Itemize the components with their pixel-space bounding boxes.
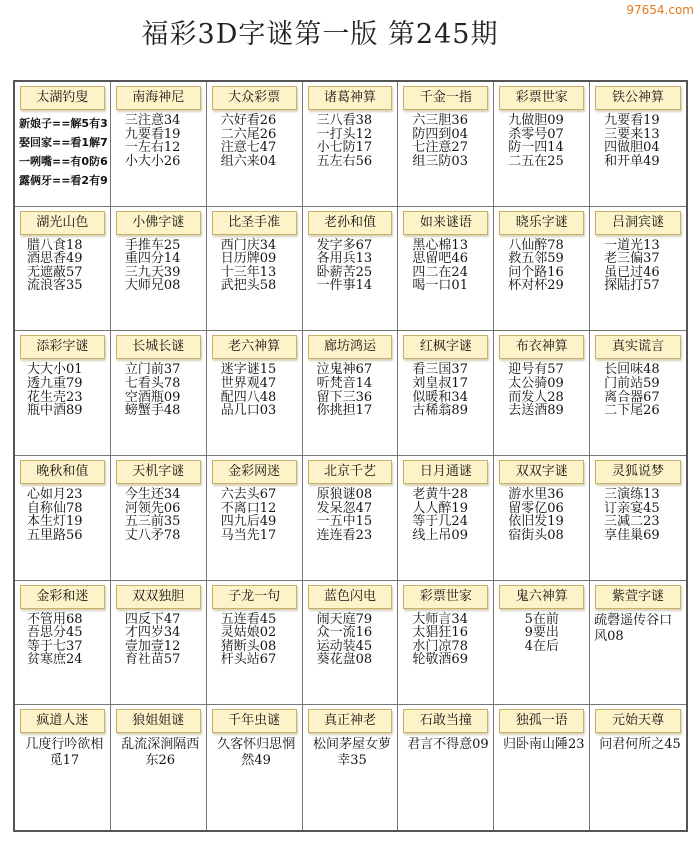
riddle-line: 三减二23 — [604, 514, 660, 530]
riddle-lines — [305, 613, 396, 703]
riddle-lines — [400, 613, 491, 703]
riddle-cell-title: 紫萱字谜 — [595, 585, 681, 609]
riddle-line: 喝一口01 — [412, 278, 468, 294]
riddle-cell-title: 独孤一语 — [499, 709, 584, 733]
riddle-lines — [496, 114, 587, 204]
riddle-line: 品几口03 — [220, 403, 277, 419]
riddle-cell-title: 诸葛神算 — [308, 86, 393, 110]
riddle-line: 轮敬酒69 — [412, 652, 468, 668]
riddle-line: 一打头12 — [316, 126, 373, 142]
riddle-line: 和开单49 — [604, 153, 660, 169]
riddle-lines — [113, 613, 204, 703]
riddle-line: 今生还34 — [124, 486, 181, 502]
riddle-line: 君言不得意09 — [407, 737, 489, 753]
riddle-line: 手推车25 — [124, 237, 181, 253]
riddle-cell-title: 金彩网迷 — [212, 460, 297, 484]
site-watermark: 97654.com — [626, 3, 694, 17]
riddle-lines — [17, 737, 108, 828]
riddle-line: 小大小26 — [124, 153, 181, 169]
riddle-cell — [303, 331, 399, 456]
riddle-line: 闹天庭79 — [316, 611, 373, 627]
riddle-line: 五里路56 — [27, 527, 83, 543]
page-title: 福彩3D字谜第一版 第245期 — [141, 19, 499, 50]
riddle-cell-title: 太湖钓叟 — [20, 86, 105, 110]
riddle-cell-title: 比圣手准 — [212, 211, 297, 235]
riddle-line: 空酒瓶09 — [124, 389, 181, 405]
riddle-line: 离合器67 — [604, 389, 660, 405]
riddle-line: 丈八矛78 — [124, 527, 181, 543]
riddle-cell-title: 彩票世家 — [403, 585, 488, 609]
riddle-cell — [303, 581, 399, 706]
riddle-cell — [494, 331, 590, 456]
riddle-lines — [592, 114, 684, 204]
riddle-cell — [15, 581, 111, 706]
riddle-line: 卧薪苦25 — [316, 264, 373, 280]
riddle-line: 看三国37 — [412, 362, 468, 378]
riddle-lines — [592, 737, 684, 828]
riddle-line: 配四八48 — [220, 389, 277, 405]
riddle-line: 一五中15 — [316, 514, 373, 530]
riddle-line: 虽已过46 — [604, 264, 660, 280]
riddle-cell — [398, 581, 494, 706]
riddle-line: 三八看38 — [316, 113, 373, 128]
riddle-line: 葵花盘08 — [316, 652, 373, 668]
riddle-cell-title: 疯道人迷 — [20, 709, 105, 733]
riddle-lines — [305, 239, 396, 329]
riddle-line: 4在后 — [524, 638, 559, 654]
riddle-line: 听梵音14 — [316, 375, 373, 391]
riddle-line: 水门凉78 — [412, 638, 468, 654]
riddle-line: 五连看45 — [220, 611, 277, 627]
riddle-cell — [207, 705, 303, 830]
riddle-lines — [400, 114, 491, 204]
riddle-line: 众一流16 — [316, 625, 373, 641]
riddle-cell — [111, 331, 207, 456]
riddle-cell-title: 添彩字谜 — [20, 335, 105, 359]
riddle-line: 组六来04 — [220, 153, 277, 169]
riddle-line: 线上吊09 — [412, 527, 468, 543]
riddle-cell — [494, 456, 590, 581]
riddle-line: 一道光13 — [604, 237, 660, 253]
riddle-cell — [111, 581, 207, 706]
riddle-lines — [400, 239, 491, 329]
riddle-line: 六三胆36 — [412, 113, 468, 128]
riddle-line: 吾思分45 — [27, 625, 83, 641]
riddle-line: 太猖狂16 — [412, 625, 468, 641]
riddle-line: 长回味48 — [604, 362, 660, 378]
riddle-line: 七注意27 — [412, 140, 468, 156]
riddle-line: 七看头78 — [124, 375, 181, 391]
riddle-cell — [590, 456, 686, 581]
riddle-line: 而发人28 — [508, 389, 564, 405]
riddle-cell-title: 如来谜语 — [403, 211, 488, 235]
riddle-cell-title: 晓乐字谜 — [499, 211, 584, 235]
riddle-lines — [17, 114, 108, 204]
riddle-line: 立门前37 — [124, 362, 181, 378]
riddle-line: 二下尾26 — [604, 403, 660, 419]
riddle-lines — [400, 488, 491, 578]
riddle-line: 三要来13 — [604, 126, 660, 142]
riddle-line: 迷字谜15 — [220, 362, 277, 378]
riddle-line: 运动装45 — [316, 638, 373, 654]
riddle-lines — [17, 239, 108, 329]
riddle-line: 组三防03 — [412, 153, 468, 169]
riddle-line: 老三偏37 — [604, 251, 660, 267]
riddle-line: 三九天39 — [124, 264, 181, 280]
riddle-lines — [305, 363, 396, 453]
riddle-line: 螃蟹手48 — [124, 403, 181, 419]
riddle-line: 九要看19 — [604, 113, 660, 128]
riddle-line: 八仙醉78 — [508, 237, 564, 253]
riddle-lines — [305, 737, 396, 828]
riddle-line: 人人醉19 — [412, 500, 468, 516]
riddle-line: 归卧南山陲23 — [502, 737, 585, 753]
riddle-line: 花生壳23 — [27, 389, 83, 405]
riddle-cell — [207, 331, 303, 456]
riddle-line: 一件事14 — [316, 278, 373, 294]
riddle-line: 一咧嘴==有0防6 — [19, 155, 108, 168]
riddle-cell — [303, 705, 399, 830]
riddle-line: 本生灯19 — [27, 514, 83, 530]
riddle-cell — [398, 456, 494, 581]
riddle-lines — [113, 363, 204, 453]
riddle-cell-title: 真正神老 — [308, 709, 393, 733]
riddle-cell-title: 红枫字谜 — [403, 335, 488, 359]
riddle-line: 酒思香49 — [27, 251, 83, 267]
riddle-line: 留零亿06 — [508, 500, 564, 516]
riddle-line: 久客怀归思惘然49 — [217, 737, 296, 769]
riddle-lines — [209, 488, 300, 578]
riddle-cell-title: 北京千艺 — [308, 460, 393, 484]
riddle-line: 心如月23 — [27, 486, 83, 502]
riddle-line: 9要出 — [524, 625, 559, 641]
riddle-line: 防一四14 — [508, 140, 564, 156]
riddle-line: 老黄牛28 — [412, 486, 468, 502]
riddle-cell — [494, 207, 590, 332]
riddle-cell — [398, 331, 494, 456]
riddle-line: 连连看23 — [316, 527, 373, 543]
riddle-cell — [207, 207, 303, 332]
riddle-line: 杆头站67 — [220, 652, 277, 668]
riddle-line: 问个路16 — [508, 264, 564, 280]
riddle-line: 古稀翁89 — [412, 403, 468, 419]
riddle-line: 注意七47 — [220, 140, 277, 156]
riddle-lines — [496, 613, 587, 703]
riddle-line: 刘皇叔17 — [412, 375, 468, 391]
riddle-cell — [111, 82, 207, 207]
riddle-lines — [592, 613, 684, 703]
riddle-lines — [592, 488, 684, 578]
riddle-cell-title: 石敢当撞 — [403, 709, 488, 733]
riddle-lines — [400, 363, 491, 453]
riddle-line: 四做胆04 — [604, 140, 660, 156]
riddle-lines — [209, 363, 300, 453]
riddle-cell — [207, 456, 303, 581]
riddle-lines — [592, 239, 684, 329]
riddle-cell-title: 元始天尊 — [595, 709, 681, 733]
riddle-line: 二六尾26 — [220, 126, 277, 142]
riddle-line: 新娘子==解5有3 — [19, 117, 108, 130]
riddle-cell — [494, 705, 590, 830]
riddle-line: 似暖和34 — [412, 389, 468, 405]
riddle-cell-title: 狼姐姐谜 — [116, 709, 201, 733]
riddle-line: 大大小01 — [27, 362, 83, 378]
riddle-cell-title: 小佛字谜 — [116, 211, 201, 235]
riddle-line: 三演练13 — [604, 486, 660, 502]
riddle-cell — [303, 456, 399, 581]
riddle-line: 五左右56 — [316, 153, 373, 169]
riddle-line: 订亲宴45 — [604, 500, 660, 516]
riddle-lines — [17, 363, 108, 453]
riddle-line: 世界观47 — [220, 375, 277, 391]
riddle-lines — [496, 239, 587, 329]
riddle-line: 疏磬遥传谷口风08 — [594, 612, 673, 644]
riddle-line: 六去头67 — [220, 486, 277, 502]
riddle-line: 依旧发19 — [508, 514, 564, 530]
riddle-line: 河领先06 — [124, 500, 181, 516]
riddle-lines — [113, 737, 204, 828]
riddle-line: 救五邻59 — [508, 251, 564, 267]
riddle-cell-title: 千金一指 — [403, 86, 488, 110]
riddle-line: 杀零号07 — [508, 126, 564, 142]
riddle-line: 门前站59 — [604, 375, 660, 391]
riddle-line: 大师兄08 — [124, 278, 181, 294]
riddle-line: 无遮蔽57 — [27, 264, 83, 280]
riddle-line: 宿街头08 — [508, 527, 564, 543]
riddle-cell — [590, 705, 686, 830]
riddle-lines — [209, 613, 300, 703]
riddle-cell-title: 千年虫谜 — [212, 709, 297, 733]
riddle-cell-title: 双双独胆 — [116, 585, 201, 609]
riddle-line: 二五在25 — [508, 153, 564, 169]
riddle-line: 自称仙78 — [27, 500, 83, 516]
riddle-line: 才四岁34 — [124, 625, 181, 641]
riddle-line: 西门庆34 — [220, 237, 277, 253]
riddle-cell-title: 天机字谜 — [116, 460, 201, 484]
riddle-cell-title: 日月通谜 — [403, 460, 488, 484]
riddle-line: 你挑担17 — [316, 403, 373, 419]
riddle-cell — [111, 207, 207, 332]
riddle-line: 思留吧46 — [412, 251, 468, 267]
riddle-lines — [113, 239, 204, 329]
riddle-lines — [496, 737, 587, 828]
riddle-line: 贫寒庶24 — [27, 652, 83, 668]
riddle-cell — [398, 705, 494, 830]
riddle-cell-title: 南海神尼 — [116, 86, 201, 110]
riddle-line: 享佳巢69 — [604, 527, 660, 543]
riddle-cell — [15, 207, 111, 332]
riddle-line: 四二在24 — [412, 264, 468, 280]
riddle-cell — [207, 581, 303, 706]
riddle-line: 迎号有57 — [508, 362, 564, 378]
riddle-line: 小七防17 — [316, 140, 373, 156]
riddle-line: 不离口12 — [220, 500, 277, 516]
riddle-lines — [592, 363, 684, 453]
riddle-line: 透九重79 — [27, 375, 83, 391]
riddle-cell-title: 灵狐说梦 — [595, 460, 681, 484]
riddle-cell — [15, 82, 111, 207]
riddle-lines — [400, 737, 491, 828]
riddle-line: 武把头58 — [220, 278, 277, 294]
riddle-cell-title: 廊坊鸿运 — [308, 335, 393, 359]
riddle-cell-title: 布衣神算 — [499, 335, 584, 359]
riddle-cell-title: 蓝色闪电 — [308, 585, 393, 609]
riddle-cell-title: 晚秋和值 — [20, 460, 105, 484]
riddle-line: 一左右12 — [124, 140, 181, 156]
riddle-cell — [590, 82, 686, 207]
riddle-cell-title: 湖光山色 — [20, 211, 105, 235]
riddle-grid — [13, 80, 688, 832]
riddle-cell-title: 彩票世家 — [499, 86, 584, 110]
riddle-line: 乱流深涧隔西东26 — [121, 737, 200, 769]
riddle-cell-title: 老六神算 — [212, 335, 297, 359]
riddle-cell — [111, 456, 207, 581]
riddle-cell — [590, 207, 686, 332]
riddle-line: 马当先17 — [220, 527, 277, 543]
riddle-cell — [303, 207, 399, 332]
riddle-cell — [15, 331, 111, 456]
riddle-line: 留下三36 — [316, 389, 373, 405]
riddle-line: 四反下47 — [124, 611, 181, 627]
riddle-lines — [17, 488, 108, 578]
riddle-cell — [111, 705, 207, 830]
riddle-cell — [207, 82, 303, 207]
riddle-lines — [113, 488, 204, 578]
riddle-line: 九做胆09 — [508, 113, 564, 128]
riddle-line: 五三前35 — [124, 514, 181, 530]
riddle-line: 三注意34 — [124, 113, 181, 128]
riddle-lines — [305, 114, 396, 204]
riddle-cell-title: 子龙一句 — [212, 585, 297, 609]
riddle-line: 大师言34 — [412, 611, 468, 627]
riddle-cell-title: 长城长谜 — [116, 335, 201, 359]
riddle-line: 等于七37 — [27, 638, 83, 654]
riddle-lines — [209, 239, 300, 329]
riddle-cell — [303, 82, 399, 207]
riddle-lines — [305, 488, 396, 578]
riddle-cell-title: 双双字谜 — [499, 460, 584, 484]
riddle-line: 松间茅屋女萝幸35 — [312, 737, 391, 769]
riddle-cell-title: 大众彩票 — [212, 86, 297, 110]
riddle-lines — [209, 737, 300, 828]
riddle-line: 太公骑09 — [508, 375, 564, 391]
riddle-cell-title: 老孙和值 — [308, 211, 393, 235]
riddle-line: 游水里36 — [508, 486, 564, 502]
riddle-line: 探陆打57 — [604, 278, 660, 294]
riddle-line: 泣鬼神67 — [316, 362, 373, 378]
riddle-line: 十三年13 — [220, 264, 277, 280]
riddle-cell — [398, 207, 494, 332]
riddle-cell — [15, 705, 111, 830]
riddle-line: 各用兵13 — [316, 251, 373, 267]
riddle-line: 重四分14 — [124, 251, 181, 267]
riddle-line: 露俩牙==看2有9 — [19, 174, 108, 187]
riddle-cell — [494, 581, 590, 706]
riddle-lines — [209, 114, 300, 204]
riddle-line: 育社苗57 — [124, 652, 181, 668]
riddle-line: 去送酒89 — [508, 403, 564, 419]
riddle-line: 防四到04 — [412, 126, 468, 142]
riddle-line: 灵姑娘02 — [220, 625, 277, 641]
riddle-line: 发字多67 — [316, 237, 373, 253]
riddle-line: 日历牌09 — [220, 251, 277, 267]
riddle-cell-title: 金彩和迷 — [20, 585, 105, 609]
riddle-line: 瓶中酒89 — [27, 403, 83, 419]
riddle-line: 壹加壹12 — [124, 638, 181, 654]
riddle-line: 杯对杯29 — [508, 278, 564, 294]
riddle-cell — [494, 82, 590, 207]
riddle-cell — [590, 331, 686, 456]
riddle-cell-title: 铁公神算 — [595, 86, 681, 110]
riddle-lines — [113, 114, 204, 204]
riddle-line: 问君何所之45 — [599, 737, 681, 753]
riddle-line: 流浪客35 — [27, 278, 83, 294]
riddle-line: 六好看26 — [220, 113, 277, 128]
riddle-line: 猪断头08 — [220, 638, 277, 654]
riddle-line: 娶回家==看1解7 — [19, 136, 108, 149]
riddle-line: 原狼谜08 — [316, 486, 373, 502]
riddle-line: 等于几24 — [412, 514, 468, 530]
riddle-line: 几度行吟欲相觅17 — [25, 737, 104, 769]
riddle-line: 黑心棉13 — [412, 237, 468, 253]
riddle-cell — [15, 456, 111, 581]
riddle-line: 5在前 — [524, 611, 559, 627]
riddle-cell-title: 吕洞宾谜 — [595, 211, 681, 235]
riddle-line: 发呆忽47 — [316, 500, 373, 516]
riddle-line: 腊八食18 — [27, 237, 83, 253]
riddle-cell — [398, 82, 494, 207]
riddle-lines — [17, 613, 108, 703]
riddle-cell — [590, 581, 686, 706]
riddle-line: 九要看19 — [124, 126, 181, 142]
riddle-lines — [496, 363, 587, 453]
riddle-line: 四九后49 — [220, 514, 277, 530]
riddle-cell-title: 鬼六神算 — [499, 585, 584, 609]
riddle-lines — [496, 488, 587, 578]
riddle-cell-title: 真实谎言 — [595, 335, 681, 359]
riddle-line: 不管用68 — [27, 611, 83, 627]
